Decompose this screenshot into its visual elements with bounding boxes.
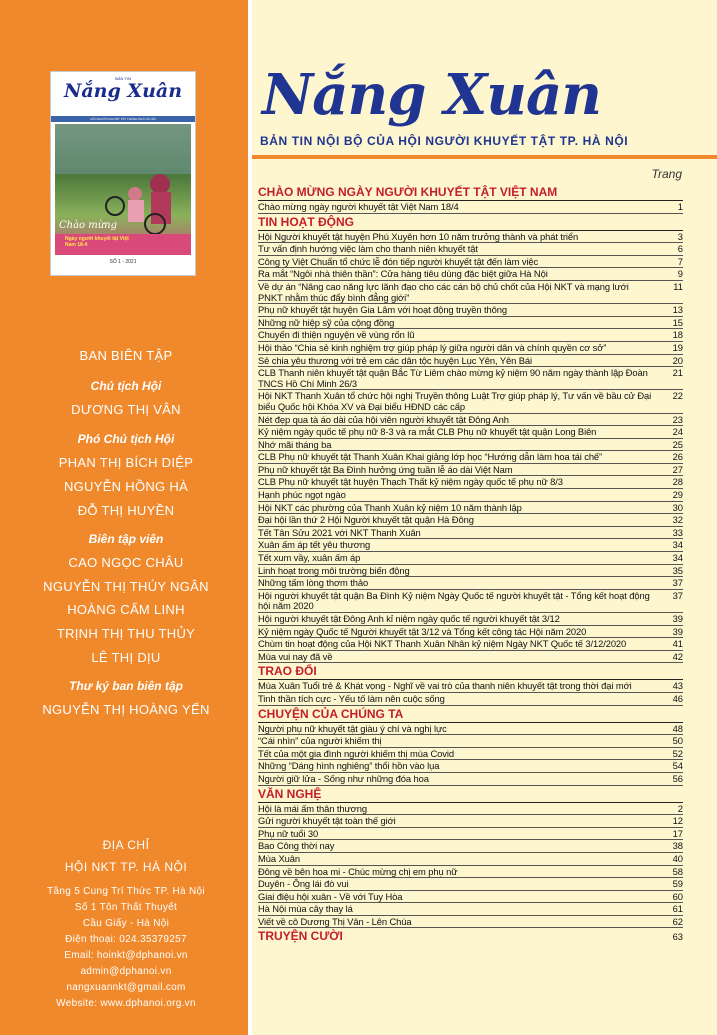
toc-section bbox=[258, 930, 683, 944]
toc-entry-title: Viết về cô Dương Thị Vân - Lên Chùa bbox=[258, 915, 412, 927]
toc-entry[interactable] bbox=[258, 760, 683, 773]
toc-entry-title: CLB Thanh niên khuyết tật quận Bắc Từ Liêm chào mừng kỷ niệm 90 năm ngày thành lập Đoàn TNCS Hồ Chí Minh 26/3 bbox=[258, 367, 648, 389]
address-org: HỘI NKT TP. HÀ NỘI bbox=[64, 860, 188, 874]
toc-entry[interactable] bbox=[258, 840, 683, 853]
toc-entry-title: Những “Dáng hình nghiêng” thổi hồn vào lụa bbox=[258, 760, 440, 772]
toc-entry-title: Chào mừng ngày người khuyết tật Việt Nam 18/4 bbox=[258, 201, 459, 212]
toc-entry-title: Chuyến đi thiện nguyện về vùng rốn lũ bbox=[258, 329, 415, 341]
toc-entry[interactable] bbox=[258, 476, 683, 489]
toc-page-number: 43 bbox=[672, 680, 683, 692]
toc-page-number: 59 bbox=[672, 878, 683, 890]
toc-page-number: 34 bbox=[672, 552, 683, 564]
toc-page-number: 61 bbox=[672, 903, 683, 915]
toc-entry[interactable] bbox=[258, 916, 683, 929]
toc-page-number: 9 bbox=[677, 268, 683, 280]
toc-page-number: 48 bbox=[672, 722, 683, 734]
toc-entry-title: Nét đẹp qua tà áo dài của hội viên người khuyết tật Đông Anh bbox=[258, 413, 509, 425]
table-of-contents bbox=[258, 184, 683, 944]
toc-entry[interactable] bbox=[258, 773, 683, 786]
toc-entry[interactable] bbox=[258, 723, 683, 736]
toc-page-number: 56 bbox=[672, 772, 683, 784]
toc-page-number: 37 bbox=[672, 577, 683, 589]
toc-page-number: 63 bbox=[672, 931, 683, 943]
toc-entry-title: Hội NKT Thanh Xuân tổ chức hội nghị Truyền thông Luật Trợ giúp pháp lý, Tư vấn về bầu cử Đại biểu Quốc hội Khóa XV và Đại biểu HĐND các cấp bbox=[258, 390, 652, 412]
toc-entry-title: Tư vấn định hướng việc làm cho thanh niên khuyết tật bbox=[258, 243, 478, 255]
cover-header bbox=[51, 72, 195, 116]
toc-entry[interactable] bbox=[258, 735, 683, 748]
toc-page-number: 3 bbox=[677, 230, 683, 242]
editorial-role: Phó Chủ tịch Hội bbox=[77, 432, 175, 446]
toc-entry[interactable] bbox=[258, 828, 683, 841]
cover-title: Nắng Xuân bbox=[63, 80, 183, 102]
editorial-name: NGUYỄN HỒNG HÀ bbox=[63, 479, 189, 494]
toc-page-number: 7 bbox=[677, 255, 683, 267]
toc-page-number: 62 bbox=[672, 915, 683, 927]
cover-issue: SỐ 1 - 2021 bbox=[109, 259, 137, 265]
toc-entry[interactable] bbox=[258, 231, 683, 244]
toc-entry-title: Hội là mái ấm thân thương bbox=[258, 802, 367, 814]
toc-entry-title: CLB Phụ nữ khuyết tật huyện Thạch Thất kỷ niệm ngày quốc tế phụ nữ 8/3 bbox=[258, 476, 563, 488]
toc-page-number: 21 bbox=[672, 367, 683, 379]
toc-entry[interactable] bbox=[258, 390, 683, 413]
toc-entry-title: Duyên - Ông lái đò vui bbox=[258, 878, 349, 890]
address-line: Số 1 Tôn Thất Thuyết bbox=[74, 902, 178, 913]
toc-entry-title: Đại hội lần thứ 2 Hội Người khuyết tật quận Hà Đông bbox=[258, 514, 474, 526]
toc-entry[interactable] bbox=[258, 866, 683, 879]
toc-section-title bbox=[258, 930, 683, 944]
toc-entry-title: Tết xum vầy, xuân ấm áp bbox=[258, 552, 361, 564]
address-line: Cầu Giấy - Hà Nội bbox=[82, 918, 170, 929]
toc-entry[interactable] bbox=[258, 281, 683, 304]
toc-entry-title: Người giữ lửa - Sống như những đóa hoa bbox=[258, 772, 429, 784]
toc-page-number: 30 bbox=[672, 501, 683, 513]
toc-page-number: 39 bbox=[672, 625, 683, 637]
toc-entry-title: Phụ nữ tuổi 30 bbox=[258, 827, 319, 839]
toc-entry[interactable] bbox=[258, 565, 683, 578]
toc-entry-title: Tết Tân Sửu 2021 với NKT Thanh Xuân bbox=[258, 526, 421, 538]
toc-page-number: 33 bbox=[672, 526, 683, 538]
toc-page-number: 23 bbox=[672, 413, 683, 425]
toc-page-number: 18 bbox=[672, 329, 683, 341]
website-line: Website: www.dphanoi.org.vn bbox=[56, 998, 196, 1009]
toc-entry-title: “Cái nhìn” của người khiếm thị bbox=[258, 735, 382, 747]
editorial-role: Biên tập viên bbox=[88, 532, 164, 546]
toc-section-title: VĂN NGHỆ bbox=[258, 788, 683, 803]
toc-entry[interactable] bbox=[258, 878, 683, 891]
toc-entry[interactable] bbox=[258, 638, 683, 651]
toc-entry[interactable] bbox=[258, 329, 683, 342]
toc-page-number: 6 bbox=[677, 243, 683, 255]
toc-entry[interactable] bbox=[258, 367, 683, 390]
toc-entry-title: Mùa vui nay đã về bbox=[258, 650, 333, 662]
toc-entry[interactable] bbox=[258, 680, 683, 693]
toc-section bbox=[258, 186, 683, 214]
toc-page-number: 13 bbox=[672, 304, 683, 316]
editorial-role: Thư ký ban biên tập bbox=[69, 679, 183, 693]
toc-section bbox=[258, 708, 683, 786]
cover-caption: Chào mừng bbox=[59, 220, 118, 231]
toc-entry-title: Mùa Xuân bbox=[258, 852, 300, 864]
cover-bar: HỘI NGƯỜI KHUYẾT TẬT THÀNH PHỐ HÀ NỘI bbox=[51, 116, 195, 122]
editorial-title: BAN BIÊN TẬP bbox=[79, 348, 173, 363]
toc-page-number: 54 bbox=[672, 760, 683, 772]
toc-entry-title: Hội Người khuyết tật huyện Phú Xuyên hơn 10 năm trưởng thành và phát triển bbox=[258, 230, 579, 242]
toc-page-number: 41 bbox=[672, 638, 683, 650]
toc-entry[interactable] bbox=[258, 693, 683, 706]
toc-section bbox=[258, 665, 683, 705]
address-line: Tầng 5 Cung Trí Thức TP. Hà Nội bbox=[47, 886, 205, 897]
toc-entry-title: Kỷ niệm ngày quốc tế phụ nữ 8-3 và ra mắt CLB Phụ nữ khuyết tật quận Long Biên bbox=[258, 426, 597, 438]
toc-page-number: 34 bbox=[672, 539, 683, 551]
toc-page-number: 24 bbox=[672, 426, 683, 438]
toc-entry[interactable] bbox=[258, 514, 683, 527]
toc-entry-title: Phụ nữ khuyết tật Ba Đình hưởng ứng tuần lễ áo dài Việt Nam bbox=[258, 463, 513, 475]
email-line: nangxuannkt@gmail.com bbox=[66, 982, 186, 993]
toc-entry[interactable] bbox=[258, 268, 683, 281]
cover-small-label: BẢN TIN bbox=[115, 76, 131, 81]
toc-entry[interactable] bbox=[258, 464, 683, 477]
editorial-name: LÊ THỊ DỊU bbox=[91, 650, 161, 665]
toc-page-number: 52 bbox=[672, 747, 683, 759]
toc-entry-title: Đông về bên hoa mi - Chúc mừng chị em phụ nữ bbox=[258, 865, 458, 877]
toc-page-number: 50 bbox=[672, 735, 683, 747]
toc-entry[interactable] bbox=[258, 243, 683, 256]
toc-entry[interactable] bbox=[258, 439, 683, 452]
toc-page-number: 25 bbox=[672, 438, 683, 450]
toc-entry[interactable] bbox=[258, 256, 683, 269]
toc-entry-title: Công ty Việt Chuẩn tổ chức lễ đón tiếp người khuyết tật đến làm việc bbox=[258, 255, 539, 267]
toc-page-number: 20 bbox=[672, 354, 683, 366]
toc-entry-title: Xuân ấm áp tết yêu thương bbox=[258, 539, 371, 551]
toc-entry-title: Giai điệu hội xuân - Về với Tuy Hòa bbox=[258, 890, 403, 902]
toc-section-title: TIN HOẠT ĐỘNG bbox=[258, 216, 683, 231]
toc-entry-title: Bao Công thời nay bbox=[258, 840, 335, 852]
editorial-name: TRỊNH THỊ THU THỦY bbox=[56, 626, 196, 641]
toc-entry[interactable] bbox=[258, 342, 683, 355]
toc-entry[interactable] bbox=[258, 815, 683, 828]
toc-page-number: 26 bbox=[672, 451, 683, 463]
newsletter-subtitle: BẢN TIN NỘI BỘ CỦA HỘI NGƯỜI KHUYẾT TẬT TP. HÀ NỘI bbox=[260, 134, 629, 148]
toc-entry[interactable] bbox=[258, 502, 683, 515]
toc-page-number: 29 bbox=[672, 489, 683, 501]
toc-entry-title: Mùa Xuân Tuổi trẻ & Khát vọng - Nghĩ về vai trò của thanh niên khuyết tật trong thời đại mới bbox=[258, 680, 632, 692]
toc-page-number: 58 bbox=[672, 865, 683, 877]
editorial-name: PHAN THỊ BÍCH DIỆP bbox=[58, 455, 194, 470]
address-title: ĐỊA CHỈ bbox=[102, 838, 150, 852]
toc-entry-title: Về dự án “Nâng cao năng lực lãnh đạo cho các cán bộ chủ chốt của Hội NKT và mạng lưới PNKT nhằm thúc đẩy bình đẳng giới” bbox=[258, 280, 629, 303]
toc-entry-title: Tinh thần tích cực - Yếu tố làm nên cuộc sống bbox=[258, 692, 445, 704]
toc-page-number: 37 bbox=[672, 589, 683, 601]
toc-page-number: 40 bbox=[672, 852, 683, 864]
toc-section bbox=[258, 788, 683, 929]
newsletter-title: Nắng Xuân bbox=[262, 62, 602, 128]
toc-entry-title: Tết của một gia đình người khiếm thị mùa Covid bbox=[258, 747, 454, 759]
toc-entry[interactable] bbox=[258, 613, 683, 626]
toc-entry-title: Những nữ hiệp sỹ của cộng đồng bbox=[258, 316, 395, 328]
toc-entry[interactable] bbox=[258, 317, 683, 330]
toc-entry[interactable] bbox=[258, 903, 683, 916]
phone-line: Điện thoại: 024.35379257 bbox=[65, 934, 187, 945]
toc-page-number: 39 bbox=[672, 613, 683, 624]
toc-entry[interactable] bbox=[258, 355, 683, 368]
toc-page-number: 19 bbox=[672, 341, 683, 353]
toc-entry-title: Người phụ nữ khuyết tật giàu ý chí và nghị lực bbox=[258, 722, 447, 734]
toc-page-number: 17 bbox=[672, 827, 683, 839]
toc-entry[interactable] bbox=[258, 626, 683, 639]
toc-entry-title: Hội người khuyết tật Đông Anh kỉ niệm ngày quốc tế người khuyết tật 3/12 bbox=[258, 613, 560, 624]
toc-page-number: 22 bbox=[672, 390, 683, 402]
toc-entry[interactable] bbox=[258, 414, 683, 427]
toc-page-number: 60 bbox=[672, 890, 683, 902]
toc-entry-title: Hạnh phúc ngọt ngào bbox=[258, 489, 346, 501]
editorial-role: Chủ tịch Hội bbox=[90, 379, 162, 393]
toc-page-number: 12 bbox=[672, 815, 683, 827]
cover-thumbnail bbox=[50, 71, 196, 276]
header-divider bbox=[252, 155, 717, 159]
toc-entry-title: Linh hoạt trong môi trường biến động bbox=[258, 564, 410, 576]
email-line: admin@dphanoi.vn bbox=[80, 966, 172, 977]
toc-entry[interactable] bbox=[258, 527, 683, 540]
editorial-name: NGUYỄN THỊ THÚY NGÂN bbox=[43, 579, 209, 594]
toc-page-number: 32 bbox=[672, 514, 683, 526]
toc-entry[interactable] bbox=[258, 590, 683, 613]
toc-section bbox=[258, 216, 683, 664]
toc-entry-title: Nhớ mãi tháng ba bbox=[258, 438, 332, 450]
toc-entry[interactable] bbox=[258, 451, 683, 464]
toc-section-title: CHUYỆN CỦA CHÚNG TA bbox=[258, 708, 683, 723]
toc-page-number: 15 bbox=[672, 316, 683, 328]
sidebar bbox=[0, 0, 252, 1035]
toc-section-title-text: TRUYỆN CƯỜI bbox=[258, 929, 343, 944]
editorial-name: NGUYỄN THỊ HOÀNG YẾN bbox=[42, 702, 210, 717]
toc-entry-title: Hội NKT các phường của Thanh Xuân kỷ niệm 10 năm thành lập bbox=[258, 501, 522, 513]
toc-page-number: 11 bbox=[673, 280, 683, 292]
toc-entry-title: Hội người khuyết tật quận Ba Đình Kỷ niệm Ngày Quốc tế người khuyết tật - Tổng kết hoạt động hội năm 2020 bbox=[258, 589, 650, 612]
toc-entry[interactable] bbox=[258, 853, 683, 866]
toc-entry[interactable] bbox=[258, 891, 683, 904]
toc-entry-title: Ra mắt “Ngôi nhà thiên thần”: Cửa hàng tiêu dùng đặc biệt giữa Hà Nội bbox=[258, 268, 548, 280]
toc-section-title: TRAO ĐỔI bbox=[258, 665, 683, 680]
toc-entry[interactable] bbox=[258, 489, 683, 502]
editorial-name: CAO NGỌC CHÂU bbox=[68, 555, 184, 570]
toc-entry-title: CLB Phụ nữ khuyết tật Thanh Xuân Khai giảng lớp học “Hướng dẫn làm hoa tái chế” bbox=[258, 451, 603, 463]
toc-entry-title: Những tấm lòng thơm thảo bbox=[258, 577, 369, 589]
cover-caption-sub: Ngày người khuyết tật Việt Nam 18-4 bbox=[65, 236, 129, 248]
toc-entry[interactable] bbox=[258, 539, 683, 552]
editorial-name: HOÀNG CẨM LINH bbox=[67, 602, 185, 617]
toc-page-number: 46 bbox=[672, 692, 683, 704]
toc-entry[interactable] bbox=[258, 426, 683, 439]
toc-entry[interactable] bbox=[258, 201, 683, 214]
toc-page-number: 27 bbox=[672, 463, 683, 475]
toc-entry-title: Kỷ niệm ngày Quốc tế Người khuyết tật 3/12 và Tổng kết công tác Hội năm 2020 bbox=[258, 625, 587, 637]
toc-entry[interactable] bbox=[258, 577, 683, 590]
toc-entry-title: Gửi người khuyết tật toàn thế giới bbox=[258, 815, 396, 827]
toc-page-number: 2 bbox=[677, 802, 683, 814]
page-column-label: Trang bbox=[651, 167, 682, 181]
toc-page-number: 38 bbox=[672, 840, 683, 852]
toc-entry-title: Hội thảo “Chia sẻ kinh nghiệm trợ giúp pháp lý giữa người dân và chính quyền cơ sở” bbox=[258, 341, 607, 353]
toc-section-title: CHÀO MỪNG NGÀY NGƯỜI KHUYẾT TẬT VIỆT NAM bbox=[258, 186, 683, 201]
toc-entry-title: Sẻ chia yêu thương với trẻ em các dân tộc huyện Lục Yên, Yên Bái bbox=[258, 354, 532, 366]
toc-page-number: 42 bbox=[672, 650, 683, 662]
editorial-name: ĐỖ THỊ HUYỀN bbox=[77, 503, 175, 518]
toc-entry[interactable] bbox=[258, 748, 683, 761]
toc-page-number: 28 bbox=[672, 476, 683, 488]
toc-entry-title: Hà Nội mùa cây thay lá bbox=[258, 903, 353, 915]
toc-entry[interactable] bbox=[258, 651, 683, 664]
editorial-name: DƯƠNG THỊ VÂN bbox=[71, 402, 181, 417]
toc-entry[interactable] bbox=[258, 552, 683, 565]
toc-entry-title: Chùm tin hoạt động của Hội NKT Thanh Xuân Nhân kỷ niệm Ngày NKT Quốc tế 3/12/2020 bbox=[258, 638, 627, 650]
toc-page-number: 1 bbox=[677, 201, 683, 212]
email-line: Email: hoinkt@dphanoi.vn bbox=[64, 950, 188, 961]
toc-page-number: 35 bbox=[672, 564, 683, 576]
toc-entry-title: Phụ nữ khuyết tật huyện Gia Lâm với hoạt động truyền thông bbox=[258, 304, 507, 316]
toc-entry[interactable] bbox=[258, 803, 683, 816]
toc-entry[interactable] bbox=[258, 304, 683, 317]
